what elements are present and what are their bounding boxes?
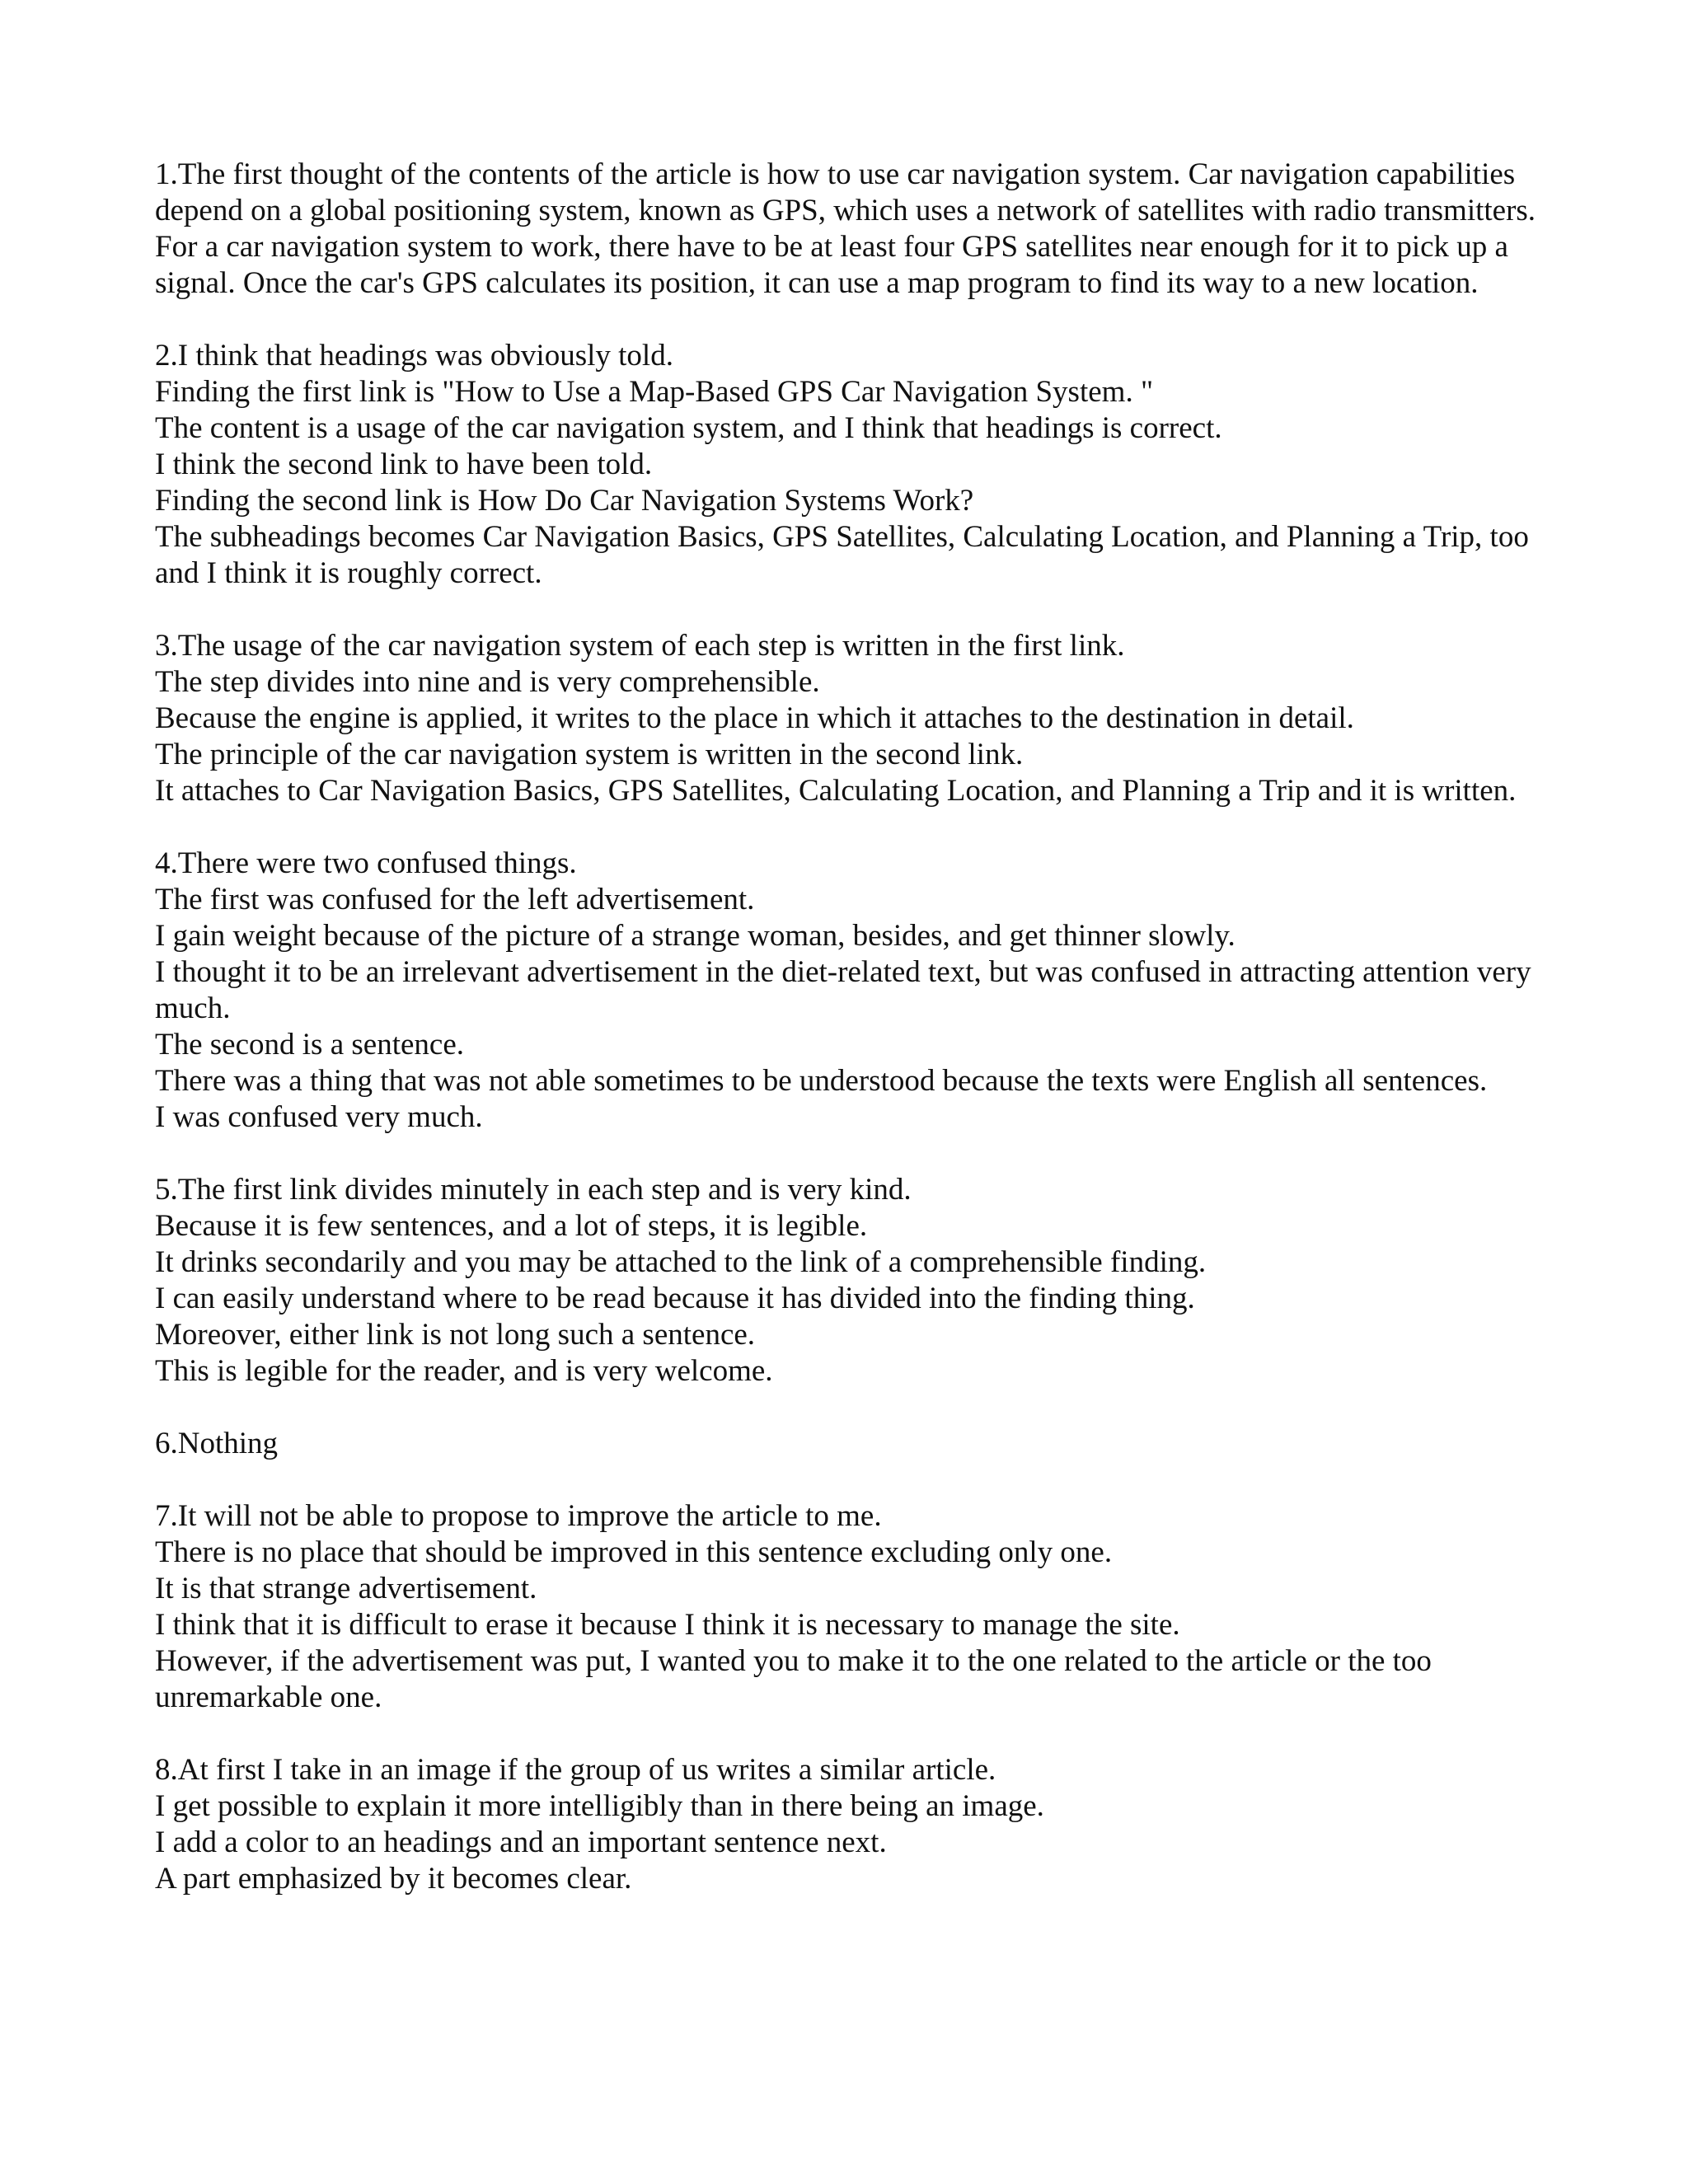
paragraph-line: Finding the first link is "How to Use a Map-Based GPS Car Navigation System. " <box>155 375 1154 409</box>
paragraph-line: Moreover, either link is not long such a sentence. <box>155 1318 756 1352</box>
paragraph-line: It drinks secondarily and you may be attached to the link of a comprehensible finding. <box>155 1245 1207 1279</box>
paragraph-line: 5.The first link divides minutely in each step and is very kind. <box>155 1173 912 1207</box>
paragraph-line: 6.Nothing <box>155 1427 279 1460</box>
paragraph-line: Finding the second link is How Do Car Navigation Systems Work? <box>155 484 974 518</box>
answer-7 <box>155 1498 1540 1716</box>
paragraph-line: There is no place that should be improved in this sentence excluding only one. <box>155 1535 1113 1569</box>
paragraph-line: The content is a usage of the car navigation system, and I think that headings is correct. <box>155 411 1222 445</box>
paragraph-line: 7.It will not be able to propose to improve the article to me. <box>155 1499 882 1533</box>
paragraph-line: This is legible for the reader, and is very welcome. <box>155 1354 773 1388</box>
paragraph-line: I get possible to explain it more intelligibly than in there being an image. <box>155 1789 1044 1823</box>
answer-6 <box>155 1426 1540 1462</box>
paragraph-line: The first was confused for the left advertisement. <box>155 883 755 916</box>
paragraph-line: The second is a sentence. <box>155 1028 464 1062</box>
document-page <box>155 157 1540 1933</box>
paragraph-line: The step divides into nine and is very comprehensible. <box>155 665 820 699</box>
paragraph-line: 4.There were two confused things. <box>155 846 577 880</box>
paragraph-line: I can easily understand where to be read because it has divided into the finding thing. <box>155 1282 1195 1315</box>
answer-8 <box>155 1752 1540 1897</box>
paragraph-line: Because the engine is applied, it writes to the place in which it attaches to the destination in detail. <box>155 701 1354 735</box>
answer-2 <box>155 338 1540 592</box>
answer-5 <box>155 1172 1540 1390</box>
paragraph-line: 1.The first thought of the contents of the article is how to use car navigation system. Car navigation capabilities depend on a global positioning system, known as GPS, which uses a network of satellites with radio transmitters. For a car navigation system to work, there have to be at least four GPS satellites near enough for it to pick up a signal. Once the car's GPS calculates its position, it can use a map program to find its way to a new location. <box>155 157 1536 300</box>
paragraph-line: 8.At first I take in an image if the group of us writes a similar article. <box>155 1753 996 1787</box>
answer-3 <box>155 628 1540 809</box>
paragraph-line: I thought it to be an irrelevant advertisement in the diet-related text, but was confused in attracting attention very much. <box>155 955 1531 1025</box>
paragraph-line: I add a color to an headings and an important sentence next. <box>155 1825 887 1859</box>
paragraph-line: I think the second link to have been told. <box>155 448 653 481</box>
paragraph-line: However, if the advertisement was put, I wanted you to make it to the one related to the article or the too unremarkable one. <box>155 1644 1432 1714</box>
paragraph-line: I think that it is difficult to erase it because I think it is necessary to manage the site. <box>155 1608 1180 1642</box>
paragraph-line: I gain weight because of the picture of a strange woman, besides, and get thinner slowly. <box>155 919 1236 953</box>
paragraph-line: There was a thing that was not able sometimes to be understood because the texts were English all sentences. <box>155 1064 1488 1098</box>
paragraph-line: Because it is few sentences, and a lot of steps, it is legible. <box>155 1209 868 1243</box>
paragraph-line: It is that strange advertisement. <box>155 1572 537 1605</box>
paragraph-line: It attaches to Car Navigation Basics, GPS Satellites, Calculating Location, and Planning a Trip and it is written. <box>155 774 1517 808</box>
paragraph-line: 3.The usage of the car navigation system of each step is written in the first link. <box>155 629 1125 663</box>
paragraph-line: A part emphasized by it becomes clear. <box>155 1862 632 1896</box>
paragraph-line: The principle of the car navigation system is written in the second link. <box>155 738 1024 771</box>
answer-4 <box>155 846 1540 1136</box>
paragraph-line: I was confused very much. <box>155 1100 483 1134</box>
answer-1 <box>155 157 1540 302</box>
paragraph-line: 2.I think that headings was obviously told. <box>155 339 673 373</box>
paragraph-line: The subheadings becomes Car Navigation Basics, GPS Satellites, Calculating Location, and Planning a Trip, too and I think it is roughly correct. <box>155 520 1529 590</box>
